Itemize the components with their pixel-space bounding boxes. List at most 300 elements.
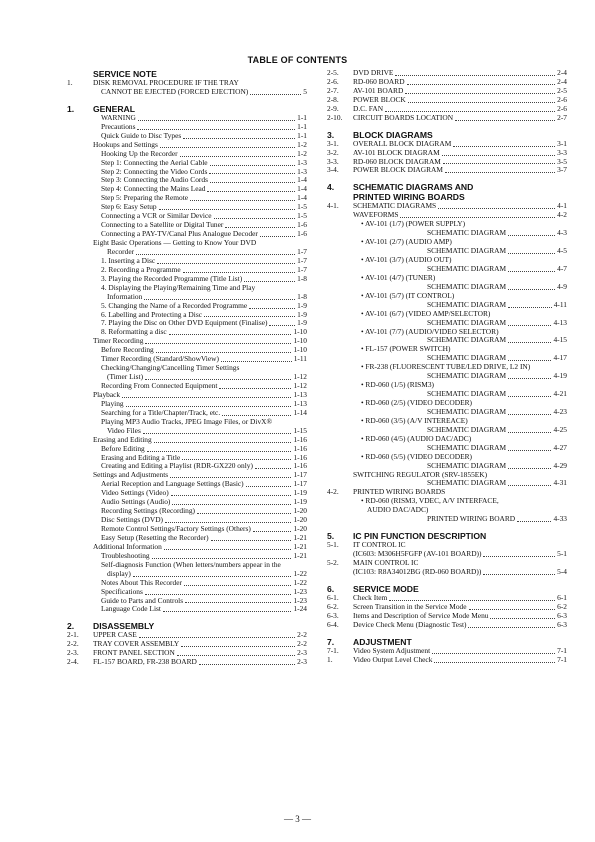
entry-page: 3-5	[557, 156, 567, 166]
toc-entry[interactable]	[67, 88, 307, 97]
entry-page: 1-7	[297, 246, 307, 256]
entry-page: 1-21	[293, 541, 307, 551]
entry-label: Information	[107, 291, 143, 301]
entry-number: 1.	[67, 78, 73, 87]
entry-label: • AV-101 (1/7) (POWER SUPPLY)	[361, 219, 466, 229]
dot-leader	[159, 209, 296, 210]
entry-page: 1-1	[297, 130, 307, 140]
section-title: IC PIN FUNCTION DESCRIPTION	[353, 531, 487, 542]
entry-label: Screen Transition in the Service Mode	[353, 601, 467, 611]
toc-entry[interactable]	[327, 621, 567, 630]
toc-entry[interactable]	[327, 656, 567, 665]
toc-entry[interactable]	[327, 568, 567, 577]
entry-label: • RD-060 (4/5) (AUDIO DAC/ADC)	[361, 433, 472, 443]
toc-left-column	[67, 69, 307, 667]
dot-leader	[197, 513, 291, 514]
entry-label: • RD-060 (2/5) (VIDEO DECODER)	[361, 398, 472, 407]
entry-label: SCHEMATIC DIAGRAM	[427, 281, 507, 291]
entry-page: 1-13	[293, 398, 307, 408]
dot-leader	[395, 75, 555, 76]
entry-page: 1-9	[297, 300, 307, 310]
dot-leader	[517, 521, 551, 522]
toc-entry[interactable]	[327, 497, 567, 506]
dot-leader	[432, 653, 555, 654]
entry-page: 4-13	[553, 317, 567, 327]
entry-label: SCHEMATIC DIAGRAM	[427, 263, 507, 273]
dot-leader	[469, 609, 556, 610]
entry-number: 2-7.	[327, 85, 339, 95]
dot-leader	[221, 361, 292, 362]
entry-page: 1-19	[293, 488, 307, 498]
dot-leader	[163, 611, 292, 612]
entry-page: 6-1	[557, 592, 567, 602]
entry-label: 5. Changing the Name of a Recorded Programme	[101, 300, 248, 310]
entry-page: 3-1	[557, 138, 567, 148]
entry-label: SCHEMATIC DIAGRAM	[427, 246, 507, 256]
entry-page: 2-4	[557, 68, 567, 77]
dot-leader	[210, 182, 295, 183]
dot-leader	[490, 618, 555, 619]
entry-label: Disc Settings (DVD)	[101, 515, 163, 525]
entry-page: 1-12	[293, 372, 307, 382]
toc-entry[interactable]	[327, 166, 567, 175]
entry-label: D.C. FAN	[353, 103, 384, 113]
dot-leader	[483, 556, 555, 557]
entry-label: Timer Recording	[93, 336, 144, 346]
dot-leader	[468, 627, 555, 628]
entry-label: • FR-238 (FLUORESCENT TUBE/LED DRIVE, L2 IN)	[361, 362, 531, 372]
entry-label: Timer Recording (Standard/ShowView)	[101, 354, 219, 364]
section-number: 7.	[327, 636, 335, 647]
dot-leader	[183, 272, 296, 273]
entry-label: UPPER CASE	[93, 630, 137, 640]
dot-leader	[182, 459, 291, 460]
entry-label: Connecting a VCR or Similar Device	[101, 211, 212, 221]
entry-label: SCHEMATIC DIAGRAM	[427, 317, 507, 327]
entry-label: SCHEMATIC DIAGRAM	[427, 406, 507, 416]
entry-page: 2-2	[297, 639, 307, 649]
entry-label: • AV-101 (2/7) (AUDIO AMP)	[361, 237, 452, 247]
dot-leader	[400, 217, 555, 218]
entry-number: 3-4.	[327, 165, 339, 175]
entry-label: • AV-101 (6/7) (VIDEO AMP/SELECTOR)	[361, 308, 491, 318]
dot-leader	[219, 388, 291, 389]
entry-page: 1-23	[293, 595, 307, 605]
entry-label: Notes About This Recorder	[101, 577, 182, 587]
entry-page: 1-9	[297, 309, 307, 319]
dot-leader	[160, 147, 295, 148]
entry-label: SCHEMATIC DIAGRAM	[427, 460, 507, 470]
dot-leader	[154, 442, 292, 443]
toc-entry[interactable]	[327, 114, 567, 123]
entry-label: Eight Basic Operations — Getting to Know Your DVD	[93, 238, 257, 247]
dot-leader	[508, 360, 551, 361]
entry-label: IT CONTROL IC	[353, 540, 406, 550]
dot-leader	[508, 485, 551, 486]
entry-page: 4-19	[553, 371, 567, 381]
entry-label: 6. Labelling and Protecting a Disc	[101, 309, 202, 319]
section-spacer	[327, 123, 567, 130]
entry-label: Audio Settings (Audio)	[101, 497, 171, 507]
entry-page: 4-33	[553, 514, 567, 524]
entry-label: Video Files	[107, 425, 141, 435]
entry-label: Step 1: Connecting the Aerial Cable	[101, 157, 208, 167]
dot-leader	[508, 253, 555, 254]
toc-entry[interactable]	[67, 605, 307, 614]
dot-leader	[508, 414, 551, 415]
dot-leader	[171, 495, 292, 496]
entry-label: Playing MP3 Audio Tracks, JPEG Image Files, or DivX®	[101, 416, 273, 426]
entry-page: 2-3	[297, 648, 307, 658]
dot-leader	[180, 156, 296, 157]
dot-leader	[169, 334, 292, 335]
entry-page: 1-10	[293, 336, 307, 346]
entry-label: SCHEMATIC DIAGRAM	[427, 335, 507, 345]
entry-page: 4-31	[553, 478, 567, 488]
dot-leader	[190, 200, 295, 201]
dot-leader	[249, 308, 295, 309]
entry-number: 2-6.	[327, 76, 339, 86]
entry-label: POWER BLOCK DIAGRAM	[353, 165, 443, 175]
entry-label: Video Output Level Check	[353, 654, 433, 664]
entry-page: 6-2	[557, 601, 567, 611]
entry-label: FRONT PANEL SECTION	[93, 648, 175, 658]
section-number: 6.	[327, 583, 335, 594]
entry-label: Hookups and Settings	[93, 139, 158, 149]
entry-label: Easy Setup (Resetting the Recorder)	[101, 532, 209, 542]
section-title: PRINTED WIRING BOARDS	[353, 192, 465, 203]
dot-leader	[269, 325, 295, 326]
dot-leader	[157, 263, 295, 264]
entry-label: Language Code List	[101, 604, 161, 614]
section-number: 5.	[327, 531, 335, 542]
entry-page: 4-1	[557, 201, 567, 211]
entry-label: Aerial Reception and Language Settings (Basic)	[101, 479, 244, 489]
entry-page: 2-7	[557, 112, 567, 122]
dot-leader	[145, 594, 292, 595]
entry-label: SCHEMATIC DIAGRAMS	[353, 201, 437, 211]
dot-leader	[508, 432, 551, 433]
section-number: 1.	[67, 103, 75, 114]
entry-label: Searching for a Title/Chapter/Track, etc.	[101, 407, 221, 417]
entry-label: CIRCUIT BOARDS LOCATION	[353, 112, 454, 122]
toc-entry[interactable]	[67, 658, 307, 667]
entry-label: Playback	[93, 389, 121, 399]
entry-page: 4-25	[553, 424, 567, 434]
dot-leader	[181, 646, 295, 647]
entry-label: Erasing and Editing a Title	[101, 452, 181, 462]
entry-number: 6-3.	[327, 610, 339, 620]
entry-label: SCHEMATIC DIAGRAM	[427, 389, 507, 399]
entry-page: 1-7	[297, 264, 307, 274]
entry-label: Erasing and Editing	[93, 434, 152, 444]
entry-page: 7-1	[557, 654, 567, 664]
entry-label: OVERALL BLOCK DIAGRAM	[353, 138, 452, 148]
entry-page: 1-13	[293, 389, 307, 399]
dot-leader	[508, 342, 551, 343]
dot-leader	[199, 664, 295, 665]
toc-entry[interactable]	[67, 418, 307, 427]
dot-leader	[152, 558, 292, 559]
entry-page: 4-7	[557, 263, 567, 273]
dot-leader	[483, 574, 555, 575]
dot-leader	[253, 531, 292, 532]
dot-leader	[225, 227, 295, 228]
entry-label: Recording Settings (Recording)	[101, 506, 196, 516]
toc-entry[interactable]	[67, 364, 307, 373]
entry-label: Quick Guide to Disc Types	[101, 130, 182, 140]
toc-entry[interactable]	[67, 239, 307, 248]
entry-number: 2-5.	[327, 68, 339, 77]
entry-page: 1-9	[297, 318, 307, 328]
entry-label: SCHEMATIC DIAGRAM	[427, 424, 507, 434]
dot-leader	[508, 396, 551, 397]
entry-page: 1-19	[293, 497, 307, 507]
entry-page: 1-7	[297, 255, 307, 265]
entry-label: SWITCHING REGULATOR (SRV-1855EK)	[353, 469, 488, 479]
dot-leader	[156, 352, 292, 353]
dot-leader	[389, 600, 555, 601]
entry-page: 1-2	[297, 139, 307, 149]
dot-leader	[137, 129, 295, 130]
dot-leader	[209, 173, 295, 174]
entry-label: RD-060 BLOCK DIAGRAM	[353, 156, 441, 166]
entry-number: 2-3.	[67, 648, 79, 658]
page-title: TABLE OF CONTENTS	[247, 55, 348, 65]
toc-entry[interactable]	[67, 561, 307, 570]
section-number: 3.	[327, 129, 335, 140]
entry-label: Additional Information	[93, 541, 162, 551]
entry-label: SCHEMATIC DIAGRAM	[427, 228, 507, 238]
dot-leader	[508, 468, 551, 469]
entry-label: (IC603: M306H5FGFP (AV-101 BOARD))	[353, 549, 482, 559]
entry-label: 8. Reformatting a disc	[101, 327, 167, 337]
section-number: 4.	[327, 182, 335, 193]
section-spacer	[327, 175, 567, 182]
dot-leader	[122, 397, 291, 398]
entry-label: 2. Recording a Programme	[101, 264, 181, 274]
dot-leader	[170, 477, 291, 478]
section-title: BLOCK DIAGRAMS	[353, 129, 433, 140]
entry-page: 2-6	[557, 94, 567, 104]
dot-leader	[434, 662, 555, 663]
dot-leader	[214, 218, 296, 219]
entry-number: 2-10.	[327, 112, 343, 122]
entry-page: 1-3	[297, 166, 307, 176]
entry-label: FL-157 BOARD, FR-238 BOARD	[93, 657, 197, 667]
dot-leader	[164, 549, 292, 550]
dot-leader	[210, 165, 296, 166]
section-spacer	[67, 97, 307, 104]
section-title: SCHEMATIC DIAGRAMS AND	[353, 182, 474, 193]
entry-page: 1-6	[297, 220, 307, 230]
section-title: SERVICE NOTE	[93, 69, 157, 79]
entry-page: 1-11	[293, 354, 307, 364]
entry-label: • RD-060 (RISM3, VDEC, A/V INTERFACE,	[361, 496, 499, 506]
entry-number: 1.	[327, 654, 333, 664]
entry-page: 2-6	[557, 103, 567, 113]
entry-label: Connecting to a Satellite or Digital Tuner	[101, 220, 224, 230]
dot-leader	[455, 120, 555, 121]
entry-label: AUDIO DAC/ADC)	[367, 505, 429, 515]
entry-page: 1-4	[297, 175, 307, 185]
section-spacer	[67, 614, 307, 621]
entry-page: 1-17	[293, 470, 307, 480]
entry-label: • FL-157 (POWER SWITCH)	[361, 344, 451, 354]
entry-page: 1-16	[293, 434, 307, 444]
dot-leader	[144, 299, 295, 300]
entry-number: 7-1.	[327, 645, 339, 655]
dot-leader	[139, 637, 295, 638]
entry-page: 1-21	[293, 550, 307, 560]
entry-label: (IC103: R8A34012BG (RD-060 BOARD))	[353, 566, 482, 576]
entry-label: Check Item	[353, 592, 388, 602]
dot-leader	[408, 102, 555, 103]
entry-page: 1-24	[293, 604, 307, 614]
entry-label: • RD-060 (1/5) (RISM3)	[361, 380, 435, 390]
entry-page: 2-4	[557, 76, 567, 86]
entry-page: 1-4	[297, 184, 307, 194]
section-spacer	[327, 577, 567, 584]
entry-label: display)	[107, 568, 131, 578]
entry-label: Specifications	[101, 586, 143, 596]
dot-leader	[442, 155, 555, 156]
entry-page: 4-21	[553, 389, 567, 399]
section-title: ADJUSTMENT	[353, 636, 412, 647]
entry-page: 1-17	[293, 479, 307, 489]
entry-number: 6-2.	[327, 601, 339, 611]
entry-page: 1-23	[293, 586, 307, 596]
entry-number: 3-2.	[327, 147, 339, 157]
dot-leader	[138, 120, 295, 121]
dot-leader	[184, 585, 291, 586]
entry-page: 1-5	[297, 202, 307, 212]
section-spacer	[327, 524, 567, 531]
entry-label: 3. Playing the Recorded Programme (Title List)	[101, 273, 243, 283]
dot-leader	[508, 235, 555, 236]
page-number: — 3 —	[284, 814, 311, 824]
entry-page: 2-3	[297, 657, 307, 667]
entry-label: (Timer List)	[107, 372, 144, 382]
entry-label: SCHEMATIC DIAGRAM	[427, 442, 507, 452]
section-number: 2.	[67, 621, 75, 632]
entry-label: DISK REMOVAL PROCEDURE IF THE TRAY	[93, 78, 239, 87]
entry-page: 4-11	[553, 299, 567, 309]
entry-page: 2-5	[557, 85, 567, 95]
entry-page: 1-8	[297, 273, 307, 283]
entry-number: 4-1.	[327, 201, 339, 211]
entry-label: Self-diagnosis Function (When letters/numbers appear in the	[101, 559, 281, 569]
dot-leader	[145, 379, 291, 380]
entry-page: 4-3	[557, 228, 567, 238]
entry-label: Connecting a PAY-TV/Canal Plus Analogue Decoder	[101, 229, 258, 239]
dot-leader	[508, 378, 551, 379]
dot-leader	[260, 236, 295, 237]
entry-label: 7. Playing the Disc on Other DVD Equipment (Finalise)	[101, 318, 268, 328]
entry-page: 2-2	[297, 630, 307, 640]
dot-leader	[126, 406, 292, 407]
entry-label: Hooking Up the Recorder	[101, 148, 178, 158]
entry-number: 6-1.	[327, 592, 339, 602]
entry-label: SCHEMATIC DIAGRAM	[427, 371, 507, 381]
entry-page: 4-17	[553, 353, 567, 363]
entry-label: AV-101 BLOCK DIAGRAM	[353, 147, 440, 157]
entry-page: 1-10	[293, 327, 307, 337]
dot-leader	[445, 172, 555, 173]
entry-number: 2-4.	[67, 657, 79, 667]
toc-entry[interactable]	[327, 515, 567, 524]
dot-leader	[147, 451, 292, 452]
entry-page: 1-3	[297, 157, 307, 167]
entry-label: RD-060 BOARD	[353, 76, 405, 86]
dot-leader	[244, 281, 295, 282]
entry-label: Troubleshooting	[101, 550, 150, 560]
dot-leader	[172, 504, 291, 505]
dot-leader	[508, 307, 552, 308]
entry-page: 6-3	[557, 619, 567, 629]
entry-page: 5	[303, 86, 307, 96]
entry-label: • AV-101 (5/7) (IT CONTROL)	[361, 290, 455, 300]
entry-label: Remote Control Settings/Factory Settings (Others)	[101, 524, 251, 533]
entry-number: 2-1.	[67, 630, 79, 640]
dot-leader	[204, 316, 295, 317]
entry-label: Recorder	[107, 246, 135, 256]
entry-page: 1-1	[297, 121, 307, 131]
dot-leader	[136, 254, 295, 255]
entry-page: 4-29	[553, 460, 567, 470]
toc-entry[interactable]	[67, 284, 307, 293]
entry-label: Guide to Parts and Controls	[101, 595, 184, 605]
entry-page: 1-16	[293, 461, 307, 471]
entry-number: 5-1.	[327, 540, 339, 550]
entry-label: Video System Adjustment	[353, 645, 431, 655]
dot-leader	[143, 433, 292, 434]
dot-leader	[133, 576, 292, 577]
entry-label: Playing	[101, 398, 124, 408]
entry-label: POWER BLOCK	[353, 94, 406, 104]
entry-label: • AV-101 (7/7) (AUDIO/VIDEO SELECTOR)	[361, 326, 499, 336]
entry-number: 4-2.	[327, 487, 339, 497]
entry-page: 1-8	[297, 291, 307, 301]
toc-right-column	[327, 69, 567, 665]
entry-number: 2-2.	[67, 639, 79, 649]
entry-label: AV-101 BOARD	[353, 85, 404, 95]
entry-label: TRAY COVER ASSEMBLY	[93, 639, 180, 649]
section-spacer	[327, 630, 567, 637]
entry-page: 1-4	[297, 193, 307, 203]
entry-number: 2-9.	[327, 103, 339, 113]
entry-label: Before Recording	[101, 345, 154, 355]
dot-leader	[443, 163, 555, 164]
entry-label: Device Check Menu (Diagnostic Test)	[353, 619, 467, 629]
entry-label: 1. Inserting a Disc	[101, 255, 156, 265]
entry-page: 4-15	[553, 335, 567, 345]
entry-page: 1-6	[297, 229, 307, 239]
entry-page: 4-23	[553, 406, 567, 416]
entry-page: 1-22	[293, 577, 307, 587]
entry-page: 3-3	[557, 147, 567, 157]
dot-leader	[407, 84, 556, 85]
dot-leader	[508, 271, 555, 272]
entry-page: 3-7	[557, 165, 567, 175]
entry-label: Precautions	[101, 121, 136, 131]
entry-label: SCHEMATIC DIAGRAM	[427, 299, 507, 309]
entry-page: 4-2	[557, 210, 567, 220]
entry-number: 5-2.	[327, 558, 339, 567]
entry-label: 4. Displaying the Playing/Remaining Time and Play	[101, 282, 256, 292]
dot-leader	[165, 522, 291, 523]
entry-label: • RD-060 (5/5) (VIDEO DECODER)	[361, 451, 472, 461]
